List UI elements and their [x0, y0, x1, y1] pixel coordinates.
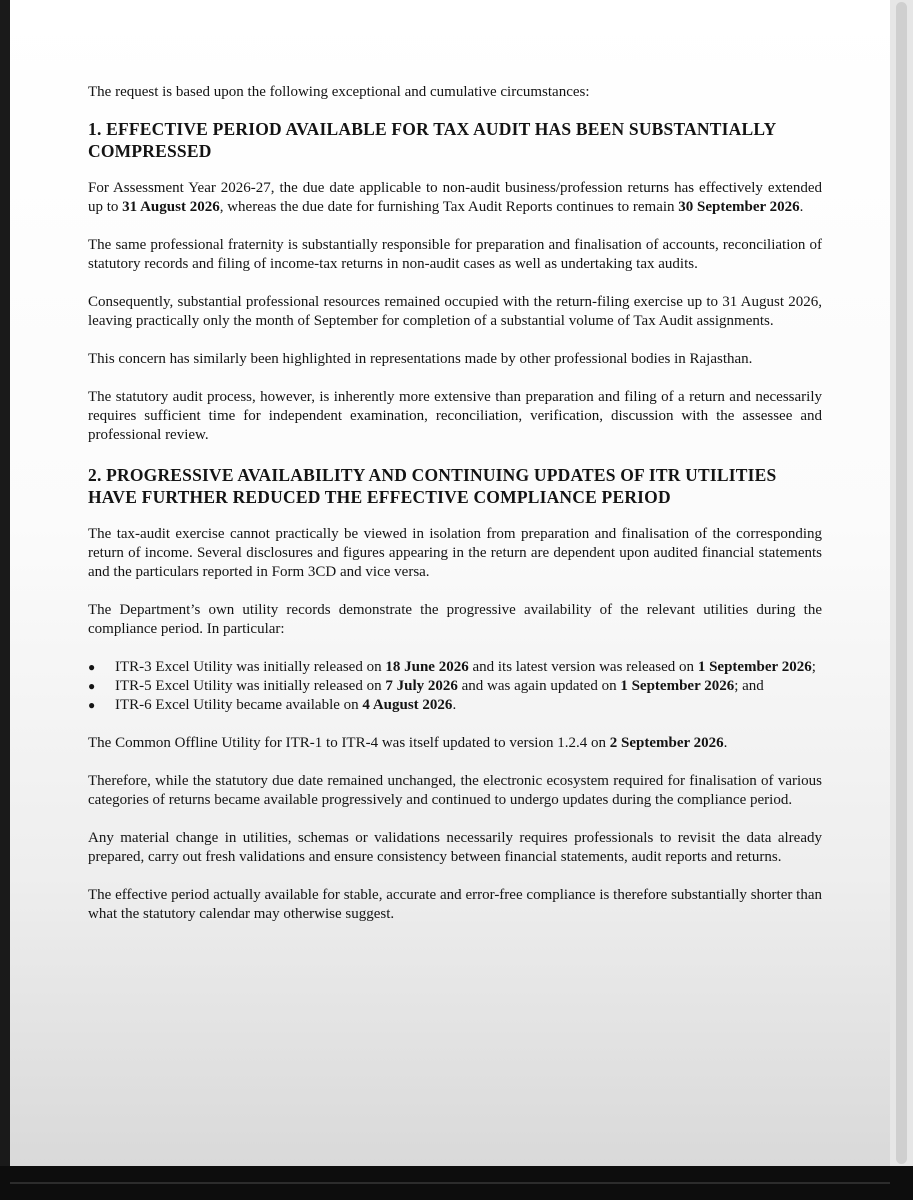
bullet-icon: ● — [88, 679, 96, 693]
bullet-icon: ● — [88, 660, 96, 674]
list-item: ● ITR-5 Excel Utility was initially released on 7 July 2026 and was again updated on 1 September 2026; and — [88, 678, 764, 694]
section-1-paragraph-3: Consequently, substantial professional resources remained occupied with the return-filing exercise up to 31 August 2026, leaving practically only the month of September for completion of a substantial volume of Tax Audit assignments. — [88, 294, 822, 329]
section-2-paragraph-3: The Common Offline Utility for ITR-1 to ITR-4 was itself updated to version 1.2.4 on 2 September 2026. — [88, 735, 728, 751]
bottom-bar — [0, 1166, 913, 1200]
section-2-paragraph-4: Therefore, while the statutory due date remained unchanged, the electronic ecosystem required for finalisation of various categories of returns became available progressively and continued to undergo updates during the compliance period. — [88, 773, 822, 808]
section-2-paragraph-6: The effective period actually available for stable, accurate and error-free compliance is therefore substantially shorter than what the statutory calendar may otherwise suggest. — [88, 887, 822, 922]
document-content — [88, 83, 822, 943]
section-2-paragraph-1: The tax-audit exercise cannot practically be viewed in isolation from preparation and finalisation of the corresponding return of income. Several disclosures and figures appearing in the return are dependent upon audited financial statements and the particulars reported in Form 3CD and vice versa. — [88, 526, 822, 580]
intro-paragraph: The request is based upon the following exceptional and cumulative circumstances: — [88, 84, 590, 100]
section-1-heading: 1. EFFECTIVE PERIOD AVAILABLE FOR TAX AUDIT HAS BEEN SUBSTANTIALLY COMPRESSED — [88, 119, 776, 161]
list-item: ● ITR-6 Excel Utility became available on 4 August 2026. — [88, 697, 457, 713]
section-1-paragraph-5: The statutory audit process, however, is inherently more extensive than preparation and filing of a return and necessarily requires sufficient time for independent examination, reconciliation, verification, discussion with the assessee and professional review. — [88, 389, 822, 443]
section-2-heading: 2. PROGRESSIVE AVAILABILITY AND CONTINUING UPDATES OF ITR UTILITIES HAVE FURTHER REDUCED THE EFFECTIVE COMPLIANCE PERIOD — [88, 465, 777, 507]
scrollbar-thumb[interactable] — [896, 2, 907, 1164]
section-1-paragraph-2: The same professional fraternity is substantially responsible for preparation and finalisation of accounts, reconciliation of statutory records and filing of income-tax returns in non-audit cases as well as undertaking tax audits. — [88, 237, 822, 272]
bullet-icon: ● — [88, 698, 96, 712]
section-2-paragraph-2: The Department’s own utility records demonstrate the progressive availability of the relevant utilities during the compliance period. In particular: — [88, 602, 822, 637]
bottom-divider — [10, 1182, 890, 1184]
list-item: ● ITR-3 Excel Utility was initially released on 18 June 2026 and its latest version was released on 1 September 2026; — [88, 659, 816, 675]
utility-release-list — [88, 658, 822, 715]
section-1-paragraph-4: This concern has similarly been highlighted in representations made by other professional bodies in Rajasthan. — [88, 351, 753, 367]
document-page — [10, 0, 890, 1166]
vertical-scrollbar[interactable] — [890, 0, 913, 1166]
section-1-paragraph-1: For Assessment Year 2026-27, the due date applicable to non-audit business/profession returns has effectively extended up to 31 August 2026, whereas the due date for furnishing Tax Audit Reports continues to remain 30 September 2026. — [88, 180, 822, 215]
section-2-paragraph-5: Any material change in utilities, schemas or validations necessarily requires professionals to revisit the data already prepared, carry out fresh validations and ensure consistency between financial statements, audit reports and returns. — [88, 830, 822, 865]
